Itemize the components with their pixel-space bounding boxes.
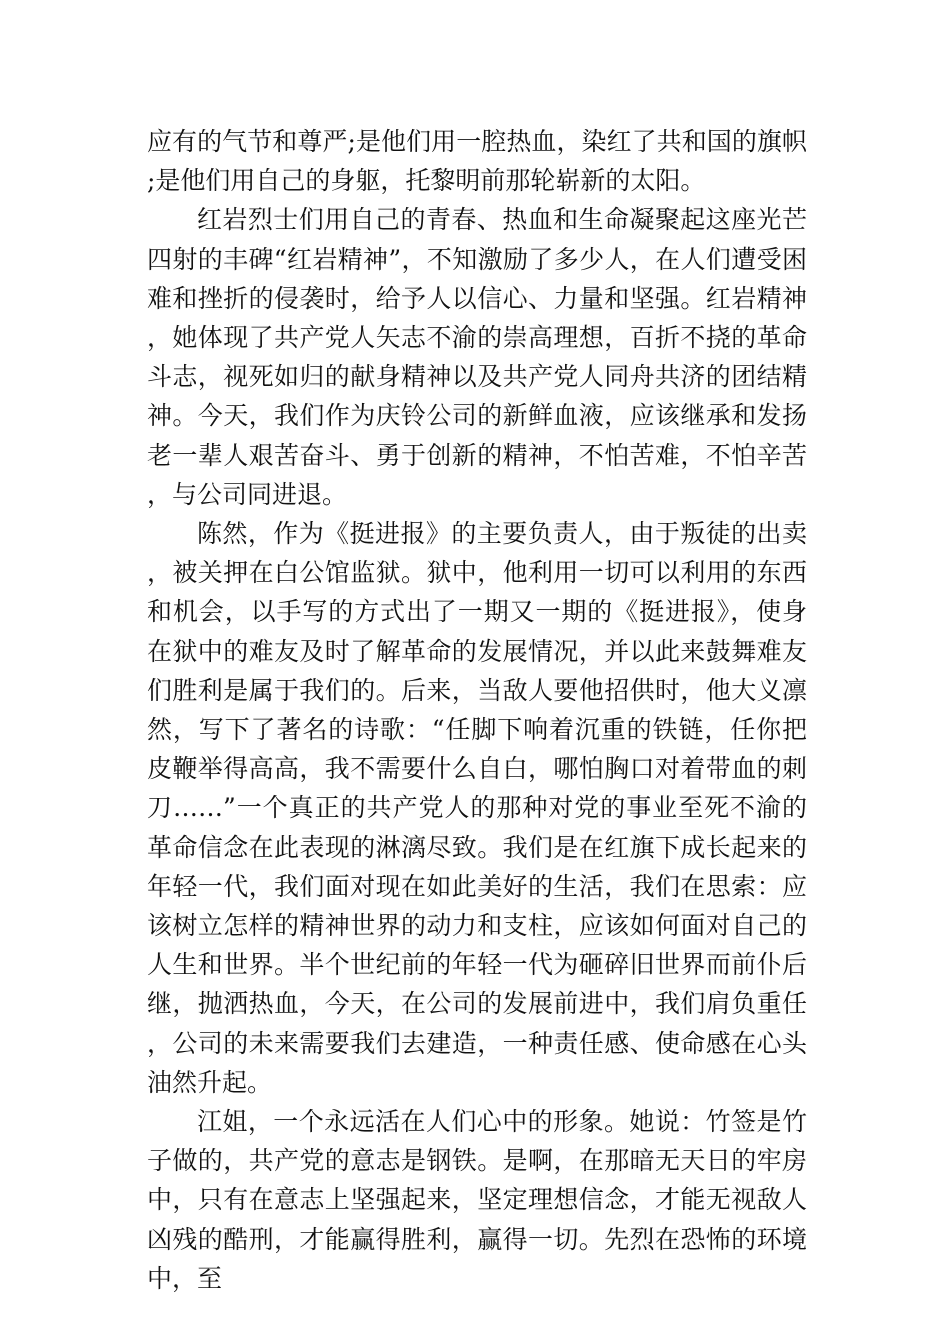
paragraph-1: 应有的气节和尊严;是他们用一腔热血，染红了共和国的旗帜;是他们用自己的身躯，托黎明前那轮崭新的太阳。 xyxy=(147,127,807,196)
paragraph-3: 陈然，作为《挺进报》的主要负责人，由于叛徒的出卖，被关押在白公馆监狱。狱中，他利用一切可以利用的东西和机会，以手写的方式出了一期又一期的《挺进报》，使身在狱中的难友及时了解革命的发展情况，并以此来鼓舞难友们胜利是属于我们的。后来，当敌人要他招供时，他大义凛然，写下了著名的诗歌：“任脚下响着沉重的铁链，任你把皮鞭举得高高，我不需要什么自白，哪怕胸口对着带血的刺刀……”一个真正的共产党人的那种对党的事业至死不渝的革命信念在此表现的淋漓尽致。我们是在红旗下成长起来的年轻一代，我们面对现在如此美好的生活，我们在思索：应该树立怎样的精神世界的动力和支柱，应该如何面对自己的人生和世界。半个世纪前的年轻一代为砸碎旧世界而前仆后继，抛洒热血，今天，在公司的发展前进中，我们肩负重任，公司的未来需要我们去建造，一种责任感、使命感在心头油然升起。 xyxy=(147,519,807,1097)
paragraph-4: 江姐，一个永远活在人们心中的形象。她说：竹签是竹子做的，共产党的意志是钢铁。是啊，在那暗无天日的牢房中，只有在意志上坚强起来，坚定理想信念，才能无视敌人凶残的酷刑，才能赢得胜利，赢得一切。先烈在恐怖的环境中，至 xyxy=(147,1107,807,1293)
paragraph-2: 红岩烈士们用自己的青春、热血和生命凝聚起这座光芒四射的丰碑“红岩精神”，不知激励了多少人，在人们遭受困难和挫折的侵袭时，给予人以信心、力量和坚强。红岩精神，她体现了共产党人矢志不渝的崇高理想，百折不挠的革命斗志，视死如归的献身精神以及共产党人同舟共济的团结精神。今天，我们作为庆铃公司的新鲜血液，应该继承和发扬老一辈人艰苦奋斗、勇于创新的精神，不怕苦难，不怕辛苦，与公司同进退。 xyxy=(147,205,807,509)
body-text xyxy=(147,122,807,1298)
